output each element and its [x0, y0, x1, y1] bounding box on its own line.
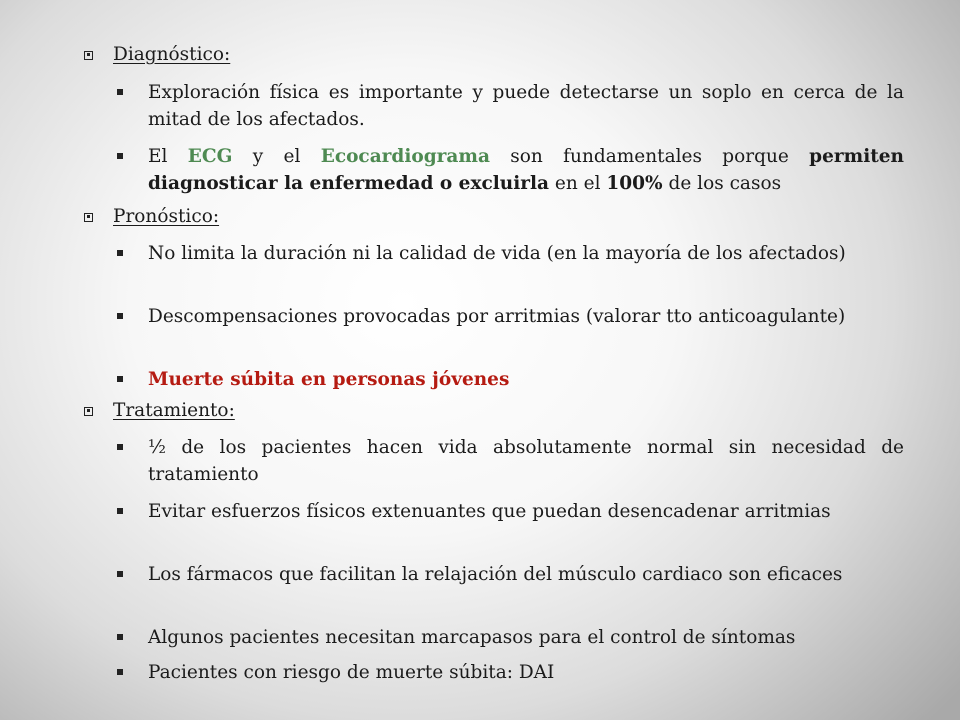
- bullet-icon: [117, 250, 123, 256]
- list-item: [117, 366, 904, 393]
- item-text: Exploración física es importante y puede detectarse un soplo en cerca de la mitad de los afectados.: [148, 82, 904, 130]
- bullet-icon: [117, 444, 123, 450]
- item-text-alert: Muerte súbita en personas jóvenes: [148, 369, 510, 390]
- item-text: No limita la duración ni la calidad de vida (en la mayoría de los afectados): [148, 243, 846, 264]
- item-text: Evitar esfuerzos físicos extenuantes que puedan desencadenar arritmias: [148, 501, 831, 522]
- square-bullet-icon: [84, 51, 93, 60]
- bullet-icon: [117, 89, 123, 95]
- heading-text: Pronóstico:: [113, 206, 220, 227]
- heading-text: Diagnóstico:: [113, 44, 231, 65]
- bold-phrase: permiten diagnosticar la enfermedad o excluirla: [148, 146, 904, 194]
- bullet-icon: [117, 508, 123, 514]
- bold-percent: 100%: [606, 173, 663, 194]
- square-bullet-icon: [84, 407, 93, 416]
- heading-tratamiento: [84, 399, 904, 423]
- ecg-term: ECG: [187, 146, 233, 167]
- list-item: [117, 143, 904, 197]
- item-text: ½ de los pacientes hacen vida absolutamente normal sin necesidad de tratamiento: [148, 437, 904, 485]
- item-text: Pacientes con riesgo de muerte súbita: DAI: [148, 662, 555, 683]
- item-text: Los fármacos que facilitan la relajación del músculo cardiaco son eficaces: [148, 564, 843, 585]
- list-item: [117, 624, 904, 651]
- list-item: [117, 240, 904, 267]
- item-text: El ECG y el Ecocardiograma son fundamentales porque permiten diagnosticar la enfermedad o excluirla en el 100% de los casos: [148, 146, 904, 194]
- list-item: [117, 434, 904, 488]
- list-item: [117, 498, 904, 525]
- bullet-icon: [117, 376, 123, 382]
- bullet-icon: [117, 313, 123, 319]
- list-item: [117, 659, 904, 686]
- square-bullet-icon: [84, 213, 93, 222]
- heading-text: Tratamiento:: [113, 400, 235, 421]
- bullet-icon: [117, 634, 123, 640]
- bullet-icon: [117, 153, 123, 159]
- list-item: [117, 561, 904, 588]
- ecocardiograma-term: Ecocardiograma: [320, 146, 490, 167]
- bullet-icon: [117, 571, 123, 577]
- heading-pronostico: [84, 205, 904, 229]
- list-item: [117, 79, 904, 133]
- bullet-icon: [117, 669, 123, 675]
- heading-diagnostico: [84, 43, 904, 67]
- item-text: Algunos pacientes necesitan marcapasos para el control de síntomas: [148, 627, 796, 648]
- item-text: Descompensaciones provocadas por arritmias (valorar tto anticoagulante): [148, 306, 846, 327]
- list-item: [117, 303, 904, 330]
